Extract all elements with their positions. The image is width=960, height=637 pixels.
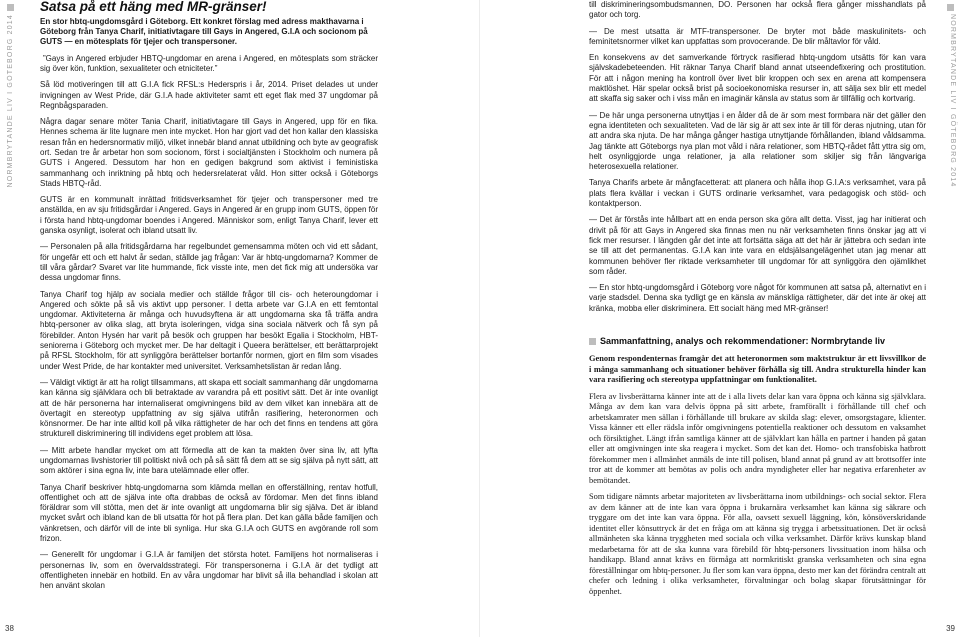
side-label-right: NORMBRYTANDE LIV I GÖTEBORG 2014 [949,14,956,188]
intro-line: GUTS — en mötesplats för tjejer och transpersoner. [40,37,237,47]
body-paragraph: — De här unga personerna utnyttjas i en ålder då de är som mest formbara när det gäller den egna identiteten och sexualiteten. Vad de lär sig är att sex inte är till för deras njutning, utan för att andra ska njuta. De har många gånger hastiga utnyttjande förhållanden, ibland våldsamma. Jag tänkte att Göteborgs nya plan mot våld i nära relationer, som HBTQ-rådet fått yttra sig om, helt osynliggjorde unga relationer, ja alla relationer som skiljer sig från längvariga heterosexuella relationer. [589,110,926,172]
summary-paragraph: Som tidigare nämnts arbetar majoriteten av livsberättarna inom utbildnings- och social sektor. Flera av dem känner att de inte kan vara öppna i brukarnära verksamhet kan känna sig säkrare och tryggare om det inte kan vara öppna. För alla, oavsett sexuell läggning, kön, könsöverskridande identitet eller könsuttryck är det en fråga om att känna sig trygga i arbetssituationen. Det är också allmänheten ska känna tryggheten med sociala och vilka verksamhet. Därför krävs kunskap bland medarbetarna för att de ska kunna vara förebild för hbtq-personers livssituation inom hälsa och handikapp. Bland annat krävs en förmåga att normkritiskt granska verksamheten och sina egna föreställningar om hbtq-personer. Ju fler som kan vara öppna, desto mer kan det förändra centralt att chefer och ledning i olika verksamheter, förvaltningar och bolag skapar förutsättningar för öppenhet. [589,492,926,596]
left-page-content [40,0,378,598]
body-paragraph: — De mest utsatta är MTF-transpersoner. De bryter mot både maskulinitets- och feminitetsnormer vilket kan uppfattas som provocerande. De blir måltavlor för våld. [589,26,926,46]
prize-motivation-quote: ”Gays in Angered erbjuder HBTQ-ungdomar en arena i Angered, en mötesplats som sträcker sig över kön, funktion, sexualiteter och etniciteter.” [40,53,378,73]
article-intro [40,17,378,48]
intro-line: En stor hbtq-ungdomsgård i Göteborg. Ett konkret förslag med adress makthavarna i [40,17,364,26]
right-page [480,0,960,637]
body-paragraph: En konsekvens av det samverkande förtryck rasifierad hbtq-ungdom utsätts för kan vara självskadebeteenden. Hit räknar Tanya Charif bland annat utseendefixering och prostitution. För att i någon mening ha kontroll över livet blir kroppen och sex en arena att kompensera maktlöshet. Här spelar också brist på socioekonomiska resurser in, att sälja sex blir ett medel att skaffa sig saker och i viss mån en imaginär känsla av status som är tillfällig och kortvarig. [589,53,926,104]
body-paragraph: — Mitt arbete handlar mycket om att förmedla att de kan ta makten över sina liv, att lyfta ungdomarnas livshistorier till politiskt nivå och på så sätt få dem att se sig själva på nytt sätt, att som aktörer i sina egna liv, inte bara utelämnade eller offer. [40,445,378,476]
summary-section-header [589,336,926,346]
page-number-right: 39 [946,624,955,633]
body-paragraph: Så löd motiveringen till att G.I.A fick RFSL:s Hederspris i år, 2014. Priset delades ut under invigningen av West Pride, där G.I.A hade aktiviteter samt ett eget flak med 37 ungdomar på Regnbågsparaden. [40,80,378,110]
summary-paragraph: Flera av livsberättarna känner inte att de i alla livets delar kan vara öppna och känna sig självklara. Många av dem kan vara delvis öppna på sitt arbete, framförallt i förhållande till chef och arbetskamrater men sällan i förhållande till brukare av skilda slag: elever, omsorgstagare, klienter. Vissa känner ett eller rädsla inför omgivningens potentiella reaktioner och dessutom en vaksamhet och försiktighet. Längt ifrån samtliga känner att de självklart kan hålla en partner i handen på gatan eller att omgivningen inte ska reagera i mycket. Som det kan det. Homo- och transfobiska hatbrott förekommer men i allmänhet anmäls de inte till polisen, bland annat på grund av att brottsoffer inte tror att de kommer att bemötas av polis och andra myndigheter eller har negativa erfarenheter av bemötandet. [589,391,926,485]
body-paragraph: GUTS är en kommunalt inrättad fritidsverksamhet för tjejer och transpersoner med tre anställda, en av sju fritidsgårdar i Angered. Gays in Angered är en grupp inom GUTS, öppen för i första hand hbtq-ungdomar boendes i Angered. Människor som, enligt Tanya Charif, lever ett ganska osynligt, isolerat och ibland utsatt liv. [40,195,378,236]
body-paragraph: — Generellt för ungdomar i G.I.A är familjen det största hotet. Familjens hot normaliseras i personernas liv, som en övervaldsstrategi. För transpersonerna i G.I.A är det tydligt att offentligheten innebär en hotbild. En av våra ungdomar har blivit så illa behandlad i skolan att hen använt skolan [40,550,378,591]
section-marker-square [7,4,14,11]
body-paragraph: Några dagar senare möter Tania Charif, initiativtagare till Gays in Angered, upp för en fika. Hennes schema är lite lugnare men inte mycket. Hon har gjort vad det hon kallar den klassiska resan från en hedersnormativ miljö, vilket innebär bland annat utbildning och byte av geografisk ort. Sedan tre år arbetar hon som socionom, först i socialtjänsten i Stockholm och numera på GUTS i Angered. Dessutom har hon en gedigen bakgrund som aktivist i feministiska sammanhang och inriktning på hbtq och hedersrelaterat våld. Hon sitter också i Göteborgs Stads HBTQ-råd. [40,117,378,188]
summary-title: Sammanfattning, analys och rekommendationer: Normbrytande liv [600,336,886,347]
page-number-left: 38 [5,624,14,633]
section-marker-square [947,4,954,11]
body-paragraph: — Personalen på alla fritidsgårdarna har regelbundet gemensamma möten och vid ett sådant, för ungefär ett och ett halvt år sedan, ställde jag frågan: Var är hbtq-ungdomarna? Kommer de till våra gårdar? Svaret var lite hummande, fick visste inte, men det fick mig att undersöka var dessa ungdomar finns. [40,242,378,283]
body-paragraph: Tanya Charif beskriver hbtq-ungdomarna som klämda mellan en offerställning, rentav hotfull, offentlighet och att de själva inte ofta drabbas de också av fördomar. Men det finns ibland föräldrar som vill stötta, men det är inte ovanligt att ungdomarna blir sig själva. Det är ibland mycket svårt och ibland kan de bli utsatta för hot på flera plan. Det kan gälla både familjen och vänkretsen, och därför vill de inte bli synliga. Hur ska G.I.A och GUTS en avgörande roll som frizon. [40,482,378,544]
body-paragraph: — En stor hbtq-ungdomsgård i Göteborg vore något för kommunen att satsa på, alternativt en i varje stadsdel. Denna ska tydligt ge en känsla av mänskliga rättigheter, där det inte är okej att kränka, mobba eller diskriminera. Ett socialt häng med MR-gränser! [589,283,926,313]
summary-text [589,354,926,597]
body-paragraph: Tanya Charifs arbete är mångfacetterat: att planera och hålla ihop G.I.A:s verksamhet, vara på plats flera kvällar i veckan i GUTS ordinarie verksamhet, vara pedagogisk och stöd- och kontaktperson. [589,178,926,209]
article-headline: Satsa på ett häng med MR-gränser! [40,0,267,14]
body-paragraph: till diskrimineringsombudsmannen, DO. Personen har också flera gånger misshandlats på gator och torg. [589,0,926,20]
right-page-content [589,0,926,603]
body-paragraph: — Det är förstås inte hållbart att en enda person ska göra allt detta. Visst, jag har initierat och drivit på för att Gays in Angered ska finnas men nu när verksamheten finns önskar jag att vi fick mer resurser. I längden går det inte att fortsätta säga att det här är jättebra och sedan inte se till att det permanentas. G.I.A kan inte vara en eldsjälsangelägenhet utan jag menar att kommunen behöver fler riktade verksamheter till ungdomar för att synliggöra den ojämlikhet som råder. [589,215,926,276]
body-paragraph: Tanya Charif tog hjälp av sociala medier och ställde frågor till cis- och heteroungdomar i Angered och sökte på så vis aktivt upp personer. I detta arbete var G.I.A en ett femtontal ungdomar. Aktiviteterna är många och huvudsyftena är att ungdomarna ska få träffa andra hbtq-personer av olika slag, att bryta isoleringen, vidga sina sociala nätverk och få syn på förebilder. Anton Hysén har varit på besök och gruppen har besökt Egalia i Stockholm, HBT-seniorerna i Göteborg och mycket mer. De har deltagit i Queera berättelser, ett berättarprojekt på RFSL Stockholm, för att synliggöra berättelser bortanför normen, gjort en film som visades under West Pride, de har kontakter med universitet. Verksamhetslistan är redan lång. [40,289,378,371]
body-paragraph: — Väldigt viktigt är att ha roligt tillsammans, att skapa ett socialt sammanhang där ungdomarna kan känna sig självklara och bli betraktade av varandra på ett positivt sätt. Det är inte ovanligt att de här personerna har internaliserat omgivningens bild av dem vilket kan innebära att de övertagit en stereotyp uppfattning av sig själva utifrån rasifiering, heteronormen och könsnormer. De har inte alltid koll på vilka rättigheter de har och det finns en tendens att göra strukturell diskriminering till individens eget problem att lösa. [40,377,378,439]
summary-lead-paragraph: Genom respondenternas framgår det att heteronormen som maktstruktur är ett livsvillkor de i många sammanhang och situationer behöver förhålla sig till. Andra strukturella hinder kan vara rasifiering och stereotypa uppfattningar om funktionalitet. [589,354,926,385]
side-label-left: NORMBRYTANDE LIV I GÖTEBORG 2014 [7,14,14,188]
left-page [0,0,478,637]
section-marker-square [589,338,596,345]
intro-line: Göteborg från Tanya Charif, initiativtagare till Gays in Angered, G.I.A och socionom på [40,27,368,37]
